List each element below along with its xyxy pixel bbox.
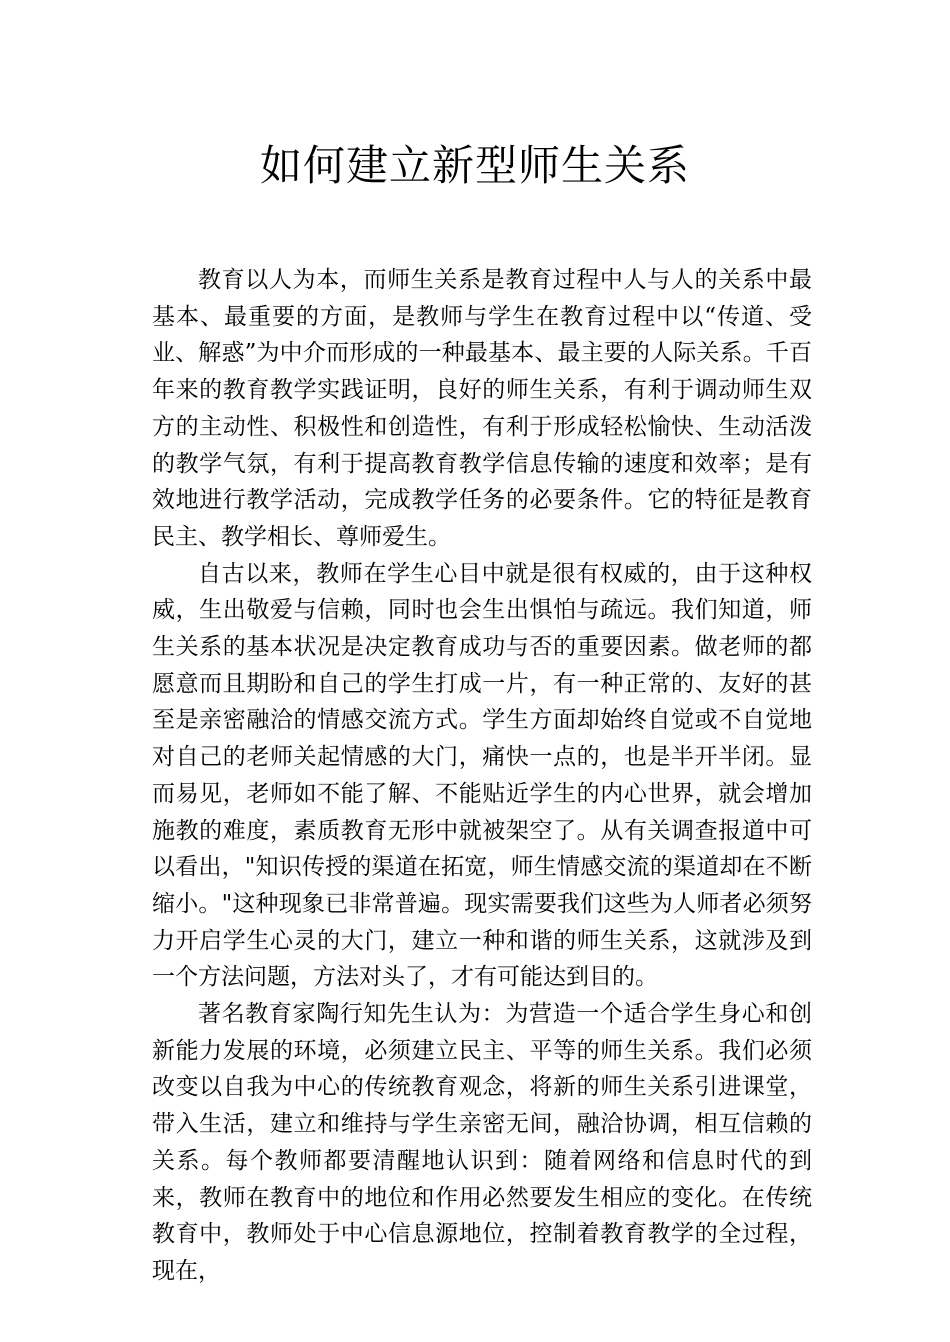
paragraph-1: 教育以人为本，而师生关系是教育过程中人与人的关系中最基本、最重要的方面，是教师与学生在教育过程中以“传道、受业、解惑”为中介而形成的一种最基本、最主要的人际关系。千百年来的教育教学实践证明，良好的师生关系，有利于调动师生双方的主动性、积极性和创造性，有利于形成轻松愉快、生动活泼的教学气氛，有利于提高教育教学信息传输的速度和效率；是有效地进行教学活动，完成教学任务的必要条件。它的特征是教育民主、教学相长、尊师爱生。: [152, 267, 812, 550]
paragraph-3: 著名教育家陶行知先生认为：为营造一个适合学生身心和创新能力发展的环境，必须建立民主、平等的师生关系。我们必须改变以自我为中心的传统教育观念，将新的师生关系引进课堂，带入生活，建立和维持与学生亲密无间，融洽协调，相互信赖的关系。每个教师都要清醒地认识到：随着网络和信息时代的到来，教师在教育中的地位和作用必然要发生相应的变化。在传统教育中，教师处于中心信息源地位，控制着教育教学的全过程，现在，: [152, 1001, 812, 1284]
paragraph-2: 自古以来，教师在学生心目中就是很有权威的，由于这种权威，生出敬爱与信赖，同时也会生出惧怕与疏远。我们知道，师生关系的基本状况是决定教育成功与否的重要因素。做老师的都愿意而且期盼和自己的学生打成一片，有一种正常的、友好的甚至是亲密融洽的情感交流方式。学生方面却始终自觉或不自觉地对自己的老师关起情感的大门，痛快一点的，也是半开半闭。显而易见，老师如不能了解、不能贴近学生的内心世界，就会增加施教的难度，素质教育无形中就被架空了。从有关调查报道中可以看出，"知识传授的渠道在拓宽，师生情感交流的渠道却在不断缩小。"这种现象已非常普遍。现实需要我们这些为人师者必须努力开启学生心灵的大门，建立一种和谐的师生关系，这就涉及到一个方法问题，方法对头了，才有可能达到目的。: [152, 560, 812, 991]
document-body: [152, 262, 812, 1290]
document-title: 如何建立新型师生关系: [259, 141, 690, 190]
